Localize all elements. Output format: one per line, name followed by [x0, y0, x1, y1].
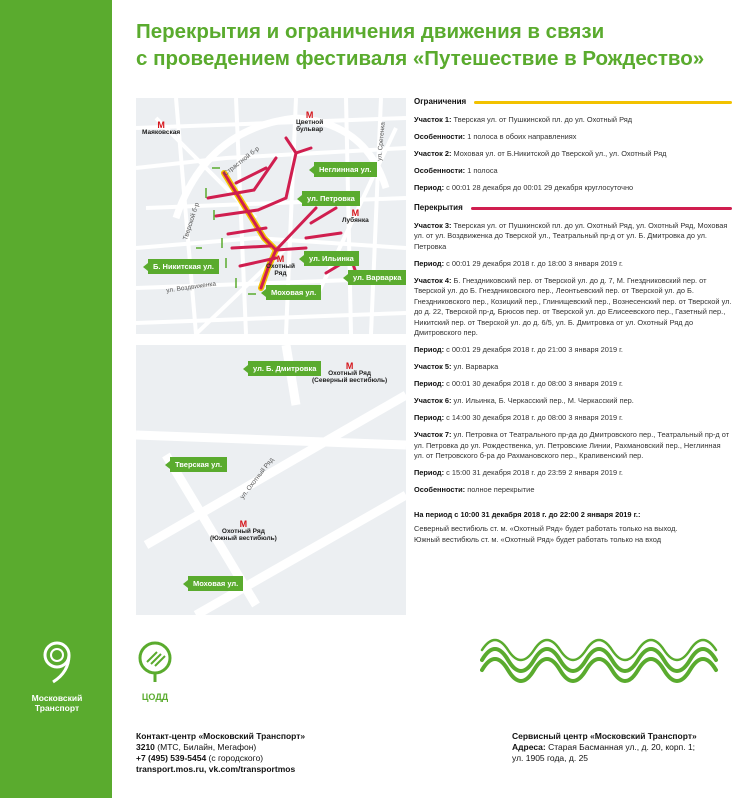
closure-item: Период: с 14:00 30 декабря 2018 г. до 08:00 3 января 2019 г.	[414, 413, 623, 422]
service-address-1: Старая Басманная ул., д. 20, корп. 1;	[545, 742, 696, 752]
notice-heading: На период с 10:00 31 декабря 2018 г. до 22:00 2 января 2019 г.:	[414, 509, 641, 519]
closure-item: Период: с 00:01 29 декабря 2018 г. до 21:00 3 января 2019 г.	[414, 345, 623, 354]
restriction-item: Период: с 00:01 28 декабря до 00:01 29 декабря круглосуточно	[414, 182, 634, 192]
contact-center	[136, 731, 305, 775]
label-b-nikitskaya: Б. Никитская ул.	[148, 259, 219, 274]
service-address-label: Адреса:	[512, 742, 546, 752]
service-title: Сервисный центр «Московский Транспорт»	[512, 731, 697, 741]
street-strastnoy: Страстной б-р	[222, 145, 261, 178]
vestibule-streets	[136, 345, 406, 615]
contact-sites[interactable]: transport.mos.ru, vk.com/transportmos	[136, 764, 296, 774]
closure-item: Участок 4: Б. Гнездниковский пер. от Тверской ул. до д. 7, М. Гнездниковский пер. от Тверской ул. до Б. Гнездниковского пер., Леонтьевский пер. от Тверской ул. до Б. Гнездниковского пер., Козицкий пер., Глинищевский пер., Вознесенский пер. от Тверской ул. до д. 22, Тверской пр-д, Брюсов пер. от Тверской ул. до Елисеевского пер., Газетный пер., Никитский пер. от Тверской ул. до д. 6/5, ул. Б. Дмитровка от ул. Охотный Ряд до Дмитровского пер.	[414, 275, 732, 337]
codd-logo-icon	[135, 640, 175, 684]
codd-logo	[130, 640, 180, 702]
map-vestibule-streets	[136, 345, 406, 615]
closure-item: Участок 3: Тверская ул. от Пушкинской пл. до ул. Охотный Ряд, ул. Охотный Ряд, Моховая ул. от ул. Воздвиженка до Тверской ул., Театральный пр-д от ул. Б. Дмитровка до ул. Петровка	[414, 220, 728, 251]
page-title	[136, 18, 736, 72]
closure-item: Особенности: полное перекрытие	[414, 485, 535, 494]
service-address-2: ул. 1905 года, д. 25	[512, 753, 589, 763]
street-vozdvizhenka: ул. Воздвиженка	[165, 280, 217, 295]
notice-line-2: Южный вестибюль ст. м. «Охотный Ряд» будет работать только на вход	[414, 534, 662, 544]
metro-okhotny-ryad: М Охотный Ряд	[266, 254, 295, 277]
closure-item: Период: с 15:00 31 декабря 2018 г. до 23:59 2 января 2019 г.	[414, 468, 623, 477]
mt-name-line1: Московский	[31, 693, 83, 703]
street-okhotny-ryad: ул. Охотный Ряд	[238, 456, 276, 501]
service-center	[512, 731, 742, 764]
metro-lubyanka: М Лубянка	[342, 208, 369, 224]
label-tverskaya: Тверская ул.	[170, 457, 227, 472]
metro-okhotny-ryad-north: М Охотный Ряд (Северный вестибюль)	[312, 361, 388, 384]
restriction-item: Участок 1: Тверская ул. от Пушкинской пл. до ул. Охотный Ряд	[414, 114, 633, 124]
street-sretenka: ул. Сретенка	[376, 121, 387, 162]
restriction-item: Участок 2: Моховая ул. от Б.Никитской до Тверской ул., ул. Охотный Ряд	[414, 148, 667, 158]
closure-item: Участок 5: ул. Варварка	[414, 362, 499, 371]
label-mokhovaya-2: Моховая ул.	[188, 576, 243, 591]
closures-header: Перекрытия	[414, 203, 732, 214]
label-b-dmitrovka: ул. Б. Дмитровка	[248, 361, 321, 376]
phone-note: (с городского)	[206, 753, 264, 763]
restriction-item: Особенности: 1 полоса в обоих направлениях	[414, 131, 577, 141]
mt-name-line2: Транспорт	[34, 703, 80, 713]
closure-item: Период: с 00:01 30 декабря 2018 г. до 08:00 3 января 2019 г.	[414, 379, 623, 388]
closure-details	[414, 97, 732, 545]
contact-title: Контакт-центр «Московский Транспорт»	[136, 731, 306, 741]
moscow-transport-logo	[22, 640, 92, 713]
restrictions-header: Ограничения	[414, 97, 732, 108]
phone-number[interactable]: +7 (495) 539-5454	[136, 753, 207, 763]
closure-item: Участок 7: ул. Петровка от Театрального пр-да до Дмитровского пер., Театральный пр-д от ул. Петровка до ул. Рождественка, ул. Петровские Линии, Рахмановский пер., Неглинная ул. от Петровского б-ра до Рахмановского пер., Крапивенский пер.	[414, 430, 730, 460]
label-varvarka: ул. Варварка	[348, 270, 406, 285]
closure-map-overview	[136, 98, 406, 334]
title-line-1: Перекрытия и ограничения движения в связи	[136, 20, 605, 43]
decorative-wave-pattern	[480, 636, 720, 684]
moscow-transport-logo-icon	[39, 640, 75, 684]
street-tverskoy-bulvar: Тверской б-р	[182, 201, 201, 242]
label-neglinnaya: Неглинная ул.	[314, 162, 377, 177]
metro-tsvetnoy-bulvar: М Цветной бульвар	[296, 110, 324, 133]
label-petrovka: ул. Петровка	[302, 191, 360, 206]
metro-okhotny-ryad-south: М Охотный Ряд (Южный вестибюль)	[210, 519, 277, 542]
label-ilyinka: ул. Ильинка	[304, 251, 359, 266]
codd-name: ЦОДД	[141, 692, 169, 702]
metro-mayakovskaya: М Маяковская	[142, 120, 181, 136]
closure-bar	[471, 207, 732, 210]
metro-vestibule-map	[136, 345, 406, 615]
restriction-item: Особенности: 1 полоса	[414, 165, 498, 175]
short-number-note: (МТС, Билайн, Мегафон)	[154, 742, 257, 752]
closure-item: Период: с 00:01 29 декабря 2018 г. до 18:00 3 января 2019 г.	[414, 258, 623, 268]
label-mokhovaya: Моховая ул.	[266, 285, 321, 300]
restriction-bar	[474, 101, 732, 104]
closure-item: Участок 6: ул. Ильинка, Б. Черкасский пер., М. Черкасский пер.	[414, 396, 634, 405]
notice-line-1: Северный вестибюль ст. м. «Охотный Ряд» будет работать только на выход.	[414, 524, 678, 533]
short-number: 3210	[136, 742, 155, 752]
title-line-2: с проведением фестиваля «Путешествие в Рождество»	[136, 47, 705, 70]
